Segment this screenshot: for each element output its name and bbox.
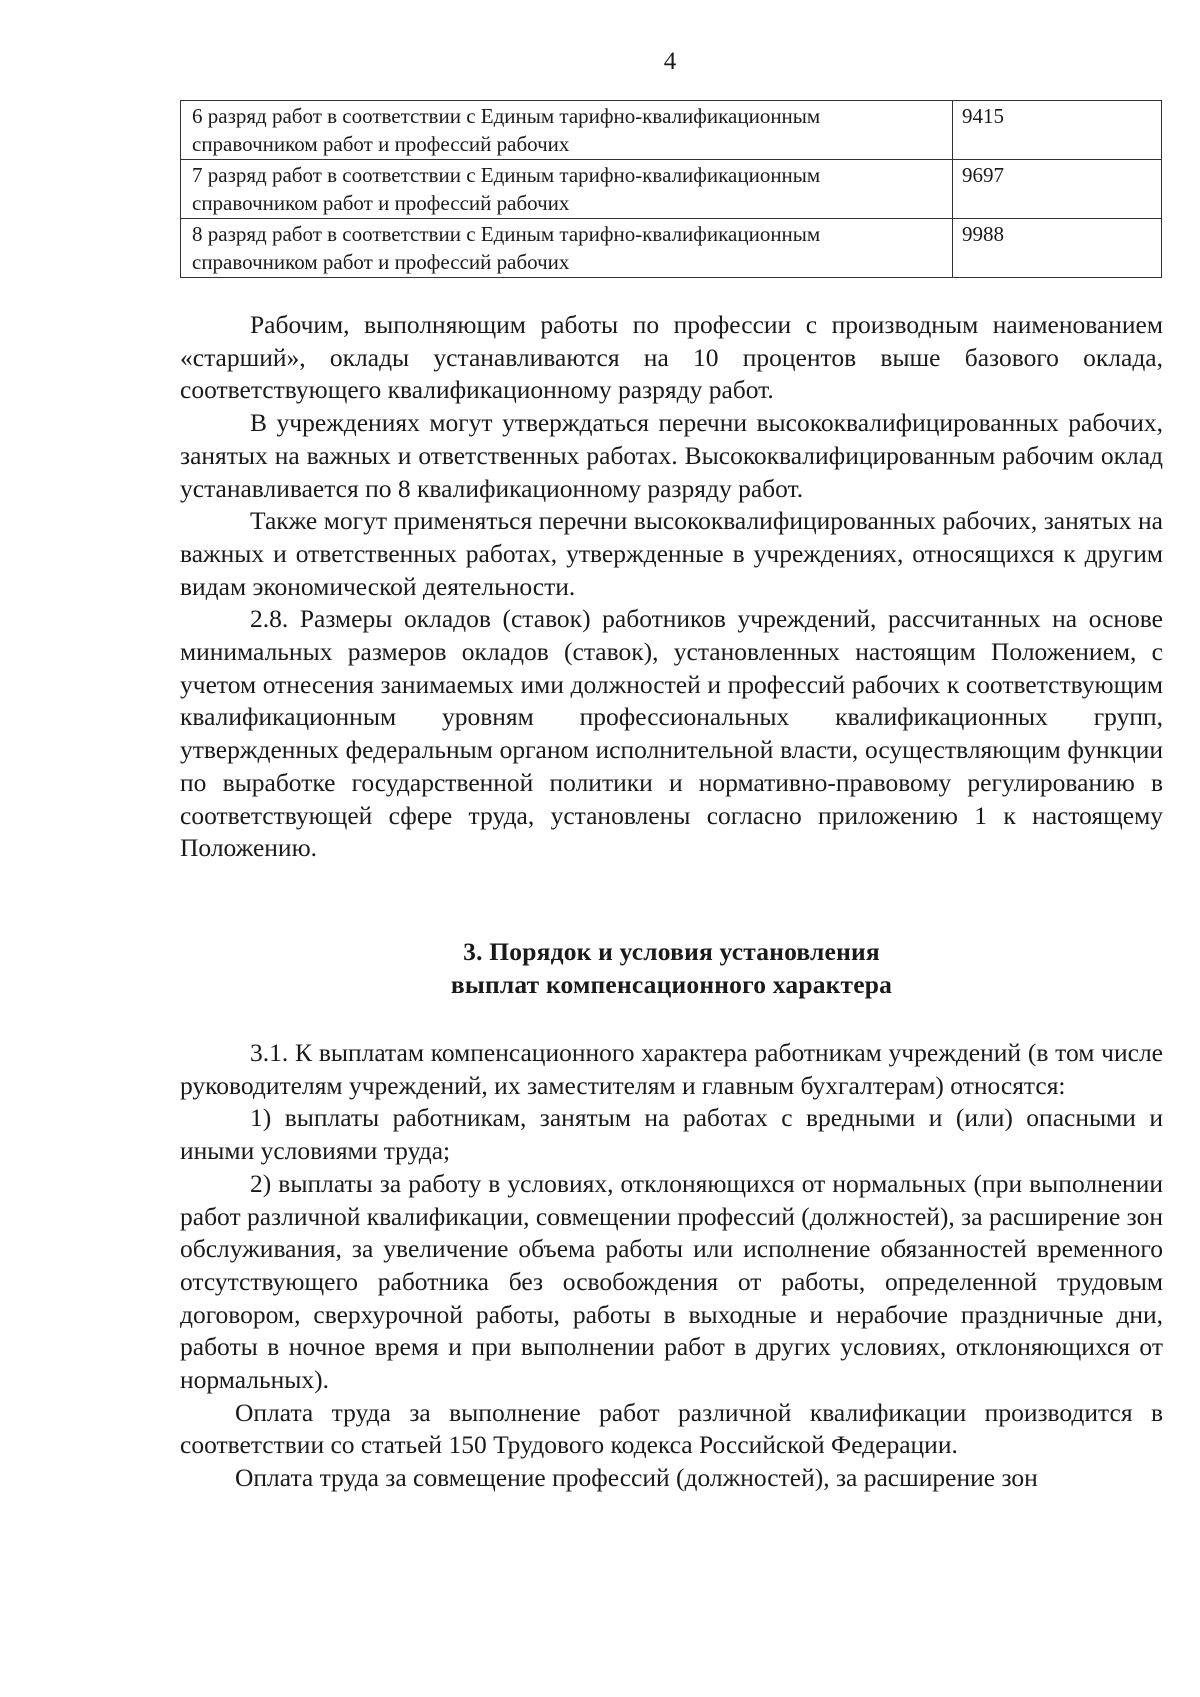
paragraph: 3.1. К выплатам компенсационного характера работникам учреждений (в том числе руководителям учреждений, их заместителям и главным бухгалтерам) относятся: <box>180 1038 1163 1100</box>
table-row <box>181 101 1162 160</box>
rates-table <box>180 100 1162 278</box>
paragraph: Также могут применяться перечни высококвалифицированных рабочих, занятых на важных и ответственных работах, утвержденные в учреждениях, относящихся к другим видам экономической деятельности. <box>180 506 1163 601</box>
page-number: 4 <box>663 48 677 75</box>
section-heading-line: выплат компенсационного характера <box>450 970 893 999</box>
body-text-section-3 <box>180 1037 1163 1495</box>
table-cell-salary: 9988 <box>953 219 1162 278</box>
table-cell-grade: 8 разряд работ в соответствии с Единым тарифно-квалификационным справочником работ и профессий рабочих <box>181 219 953 278</box>
table-cell-grade: 7 разряд работ в соответствии с Единым тарифно-квалификационным справочником работ и профессий рабочих <box>181 160 953 219</box>
table-cell-salary: 9415 <box>953 101 1162 160</box>
table-row <box>181 219 1162 278</box>
paragraph: Оплата труда за совмещение профессий (должностей), за расширение зон <box>235 1463 1038 1493</box>
body-text-section-2 <box>180 309 1163 865</box>
paragraph: В учреждениях могут утверждаться перечни высококвалифицированных рабочих, занятых на важных и ответственных работах. Высококвалифицированным рабочим оклад устанавливается по 8 квалификационному разряду работ. <box>180 408 1163 503</box>
paragraph: 1) выплаты работникам, занятым на работах с вредными и (или) опасными и иными условиями труда; <box>180 1103 1163 1166</box>
paragraph: 2.8. Размеры окладов (ставок) работников учреждений, рассчитанных на основе минимальных размеров окладов (ставок), установленных настоящим Положением, с учетом отнесения занимаемых ими должностей и профессий рабочих к соответствующим квалификационным уровням профессиональных квалификационных групп, утвержденных федеральным органом исполнительной власти, осуществляющим функции по выработке государственной политики и нормативно-правовому регулированию в соответствующей сфере труда, установлены согласно приложению 1 к настоящему Положению. <box>180 604 1163 863</box>
section-heading-line: 3. Порядок и условия установления <box>463 937 880 966</box>
table-cell-salary: 9697 <box>953 160 1162 219</box>
table-row <box>181 160 1162 219</box>
paragraph: Рабочим, выполняющим работы по профессии с производным наименованием «старший», оклады устанавливаются на 10 процентов выше базового оклада, соответствующего квалификационному разряду работ. <box>180 310 1163 405</box>
paragraph: 2) выплаты за работу в условиях, отклоняющихся от нормальных (при выполнении работ различной квалификации, совмещении профессий (должностей), за расширение зон обслуживания, за увеличение объема работы или исполнение обязанностей временного отсутствующего работника без освобождения от работы, определенной трудовым договором, сверхурочной работы, работы в выходные и нерабочие праздничные дни, работы в ночное время и при выполнении работ в других условиях, отклоняющихся от нормальных). <box>180 1168 1163 1395</box>
table-cell-grade: 6 разряд работ в соответствии с Единым тарифно-квалификационным справочником работ и профессий рабочих <box>181 101 953 160</box>
section-heading <box>180 935 1163 1001</box>
paragraph: Оплата труда за выполнение работ различной квалификации производится в соответствии со статьей 150 Трудового кодекса Российской Федерации. <box>180 1397 1163 1460</box>
